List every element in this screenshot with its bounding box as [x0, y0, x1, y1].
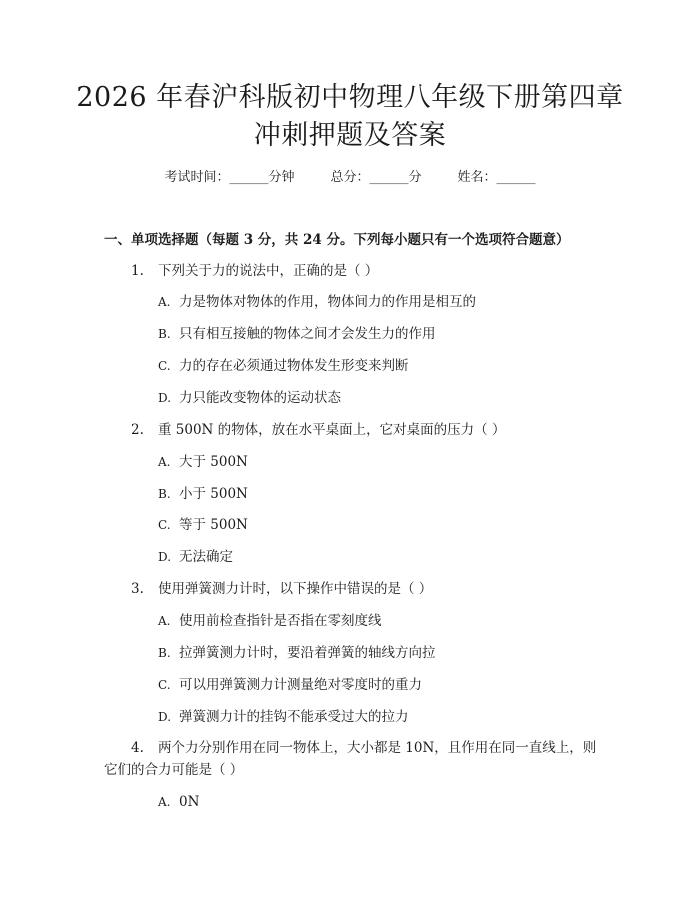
question-stem: 下列关于力的说法中，正确的是（ ） [158, 263, 379, 279]
option-letter: C. [158, 678, 171, 692]
student-name-field: 姓名：______ [457, 170, 536, 185]
option-3b [158, 644, 436, 662]
question-4 [104, 737, 604, 781]
option-letter: D. [158, 550, 172, 564]
option-letter: B. [158, 327, 171, 341]
question-stem: 使用弹簧测力计时，以下操作中错误的是（ ） [158, 581, 433, 597]
option-text: 0N [179, 794, 200, 810]
option-1a [158, 293, 476, 311]
option-3c [158, 676, 422, 694]
section-heading: 一、单项选择题（每题 3 分，共 24 分。下列每小题只有一个选项符合题意） [104, 232, 570, 248]
option-letter: C. [158, 359, 171, 373]
option-letter: A. [158, 795, 171, 809]
exam-time-field: 考试时间：______分钟 [164, 170, 295, 185]
option-1b [158, 325, 436, 343]
option-letter: D. [158, 710, 172, 724]
total-score-field: 总分：______分 [330, 170, 422, 185]
page-title-line1: 2026 年春沪科版初中物理八年级下册第四章 [76, 82, 624, 113]
option-letter: B. [158, 487, 171, 501]
option-text: 无法确定 [179, 549, 233, 565]
question-stem: 两个力分别作用在同一物体上，大小都是 10N，且作用在同一直线上，则它们的合力可能是（ ） [104, 740, 597, 778]
question-number: 2. [131, 422, 144, 438]
option-letter: A. [158, 295, 171, 309]
option-text: 使用前检查指针是否指在零刻度线 [179, 613, 382, 629]
question-stem: 重 500N 的物体，放在水平桌面上，它对桌面的压力（ ） [158, 422, 506, 438]
option-letter: B. [158, 646, 171, 660]
option-text: 只有相互接触的物体之间才会发生力的作用 [179, 326, 436, 342]
page-title-line2: 冲刺押题及答案 [253, 120, 447, 151]
option-2d [158, 548, 233, 566]
option-text: 力是物体对物体的作用，物体间力的作用是相互的 [179, 294, 476, 310]
option-2b [158, 485, 248, 503]
option-1c [158, 357, 409, 375]
option-3a [158, 612, 382, 630]
option-text: 拉弹簧测力计时，要沿着弹簧的轴线方向拉 [179, 645, 436, 661]
question-1 [131, 262, 378, 280]
option-text: 弹簧测力计的挂钩不能承受过大的拉力 [179, 709, 409, 725]
option-text: 力只能改变物体的运动状态 [179, 390, 341, 406]
option-4a [158, 793, 199, 811]
exam-meta [0, 169, 700, 187]
option-letter: A. [158, 614, 171, 628]
option-letter: A. [158, 455, 171, 469]
option-text: 大于 500N [179, 454, 248, 470]
option-text: 可以用弹簧测力计测量绝对零度时的重力 [179, 677, 422, 693]
option-text: 小于 500N [179, 486, 248, 502]
question-number: 1. [131, 263, 144, 279]
option-1d [158, 389, 341, 407]
question-3 [131, 580, 432, 598]
option-text: 等于 500N [179, 517, 248, 533]
option-2c [158, 516, 248, 534]
question-2 [131, 421, 505, 439]
option-text: 力的存在必须通过物体发生形变来判断 [179, 358, 409, 374]
option-2a [158, 453, 248, 471]
question-number: 4. [131, 740, 144, 756]
option-letter: D. [158, 391, 172, 405]
option-3d [158, 708, 409, 726]
option-letter: C. [158, 518, 171, 532]
question-number: 3. [131, 581, 144, 597]
